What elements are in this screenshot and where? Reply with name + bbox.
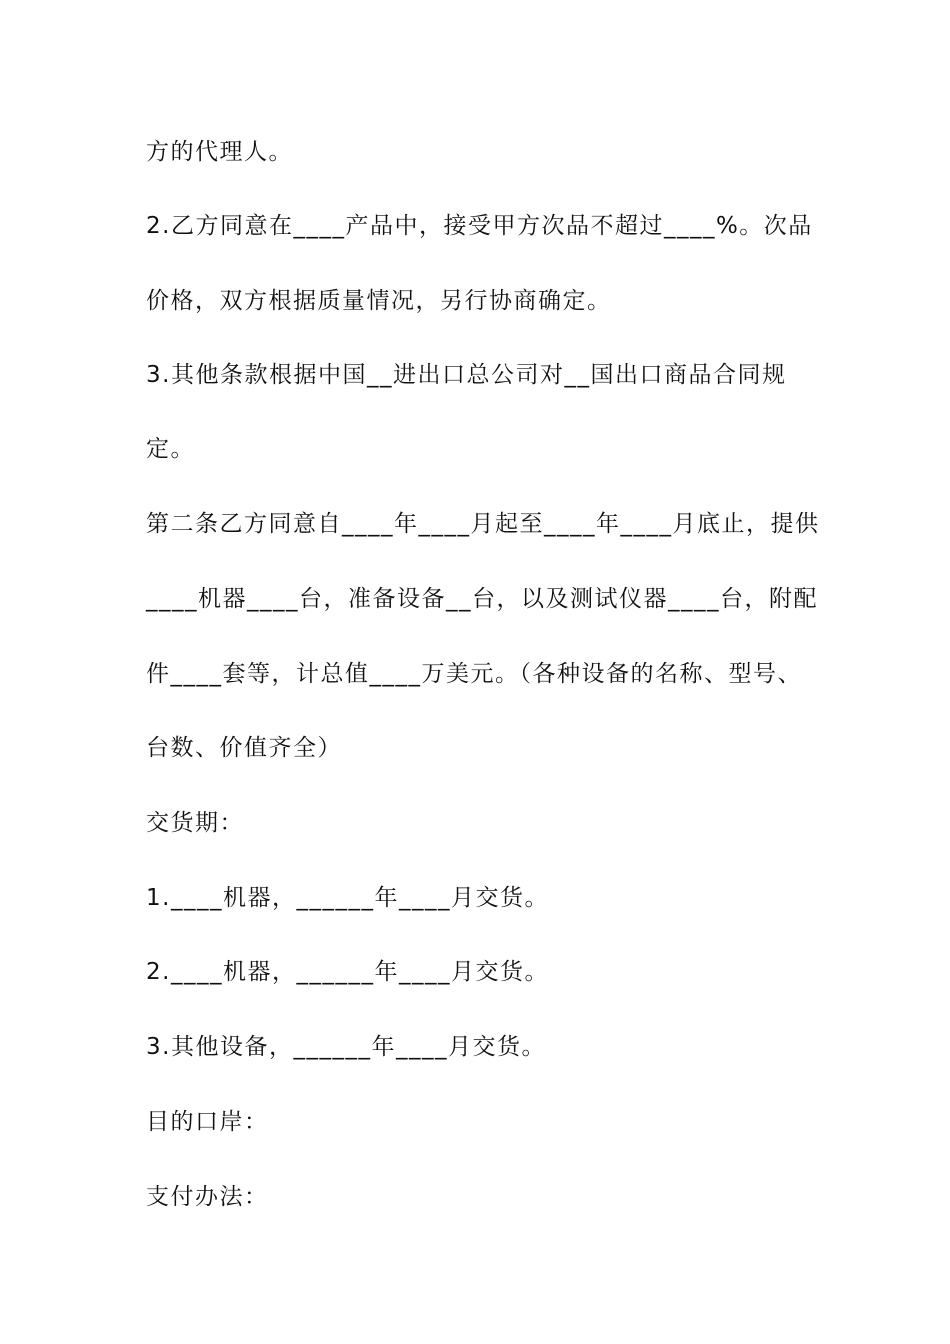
text-line: 2.乙方同意在____产品中，接受甲方次品不超过____%。次品 [146, 213, 813, 239]
text-line: 2.____机器，______年____月交货。 [146, 959, 549, 985]
text-line: 3.其他设备，______年____月交货。 [146, 1034, 546, 1060]
text-line: 3.其他条款根据中国__进出口总公司对__国出口商品合同规 [146, 362, 787, 388]
text-line: 件____套等，计总值____万美元。（各种设备的名称、型号、 [146, 661, 802, 687]
text-line: 1.____机器，______年____月交货。 [146, 885, 549, 911]
text-line: 方的代理人。 [146, 139, 293, 165]
text-line: 定。 [146, 436, 195, 462]
text-line: 第二条乙方同意自____年____月起至____年____月底止，提供 [146, 511, 820, 537]
text-line: ____机器____台，准备设备__台，以及测试仪器____台，附配 [146, 586, 818, 612]
text-line: 价格，双方根据质量情况，另行协商确定。 [146, 288, 612, 314]
text-line: 目的口岸： [146, 1109, 269, 1135]
text-line: 支付办法： [146, 1184, 269, 1210]
text-line: 台数、价值齐全） [146, 735, 342, 761]
text-line: 交货期： [146, 810, 244, 836]
